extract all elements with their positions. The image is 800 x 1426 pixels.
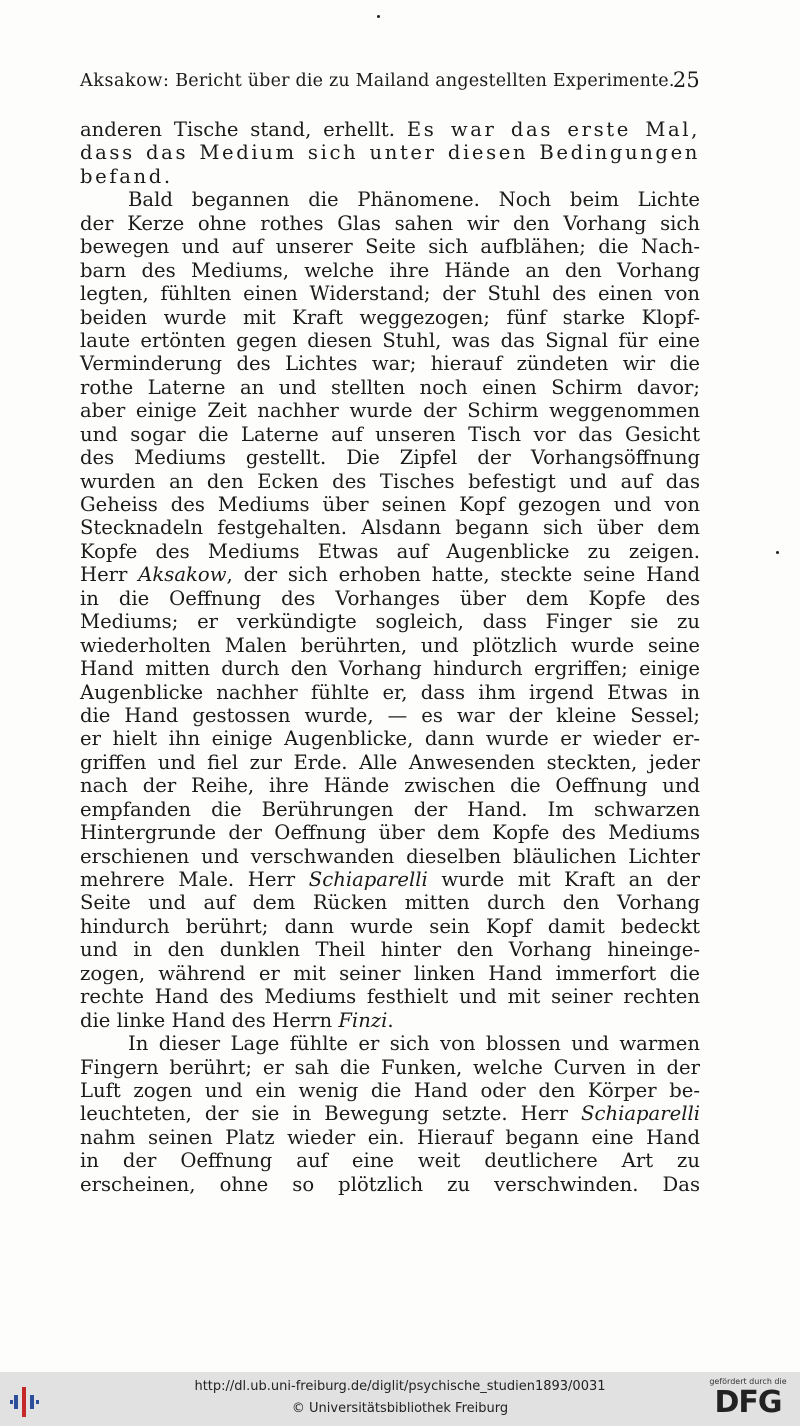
- text-line: zogen, während er mit seiner linken Hand immerfort die: [80, 961, 700, 985]
- person-name: Schiaparelli: [308, 868, 428, 891]
- funder-badge: [706, 1377, 790, 1423]
- text-line: nach der Reihe, ihre Hände zwischen die Oeffnung und: [80, 774, 700, 798]
- text-line: der Kerze ohne rothes Glas sahen wir den Vorhang sich: [80, 211, 700, 235]
- text-line: anderen Tische stand, erhellt. Es war das erste Mal,: [80, 118, 700, 141]
- footer-bar: [0, 1372, 800, 1426]
- dfg-logo: DFG: [714, 1385, 782, 1420]
- person-name: Finzi: [338, 1008, 388, 1032]
- text-line: beiden wurde mit Kraft weggezogen; fünf starke Klopf-: [80, 305, 700, 329]
- text-line: leuchteten, der sie in Bewegung setzte. Herr Schiaparelli: [80, 1102, 700, 1126]
- text-line: hindurch berührt; dann wurde sein Kopf damit bedeckt: [80, 914, 700, 938]
- person-name: Schiaparelli: [581, 1102, 700, 1126]
- text-line: Augenblicke nachher fühlte er, dass ihm irgend Etwas in: [80, 680, 700, 704]
- text-line: erscheinen, ohne so plötzlich zu verschwinden. Das: [80, 1172, 700, 1196]
- running-head: [80, 68, 700, 97]
- text-line: die Hand gestossen wurde, — es war der kleine Sessel;: [80, 703, 700, 727]
- text-line: Verminderung des Lichtes war; hierauf zündeten wir die: [80, 352, 700, 376]
- text-line: Seite und auf dem Rücken mitten durch den Vorhang: [80, 891, 700, 915]
- text-line: Hand mitten durch den Vorhang hindurch ergriffen; einige: [80, 657, 700, 681]
- text-line: rothe Laterne an und stellten noch einen Schirm davor;: [80, 375, 700, 399]
- text-line: dass das Medium sich unter diesen Bedingungen: [80, 141, 700, 165]
- text-line: In dieser Lage fühlte er sich von blossen und warmen: [128, 1032, 700, 1056]
- copyright-notice: © Universitätsbibliothek Freiburg: [291, 1401, 509, 1416]
- text-line: Stecknadeln festgehalten. Alsdann begann sich über dem: [80, 516, 700, 540]
- running-head-author: Aksakow:: [80, 71, 170, 91]
- text-line: bewegen und auf unserer Seite sich aufblähen; die Nach-: [80, 235, 700, 259]
- text-line: griffen und fiel zur Erde. Alle Anwesenden steckten, jeder: [80, 750, 700, 774]
- text-line: mehrere Male. Herr Schiaparelli wurde mit Kraft an der: [80, 868, 701, 891]
- person-name: Aksakow: [138, 563, 227, 587]
- text-line: nahm seinen Platz wieder ein. Hierauf begann eine Hand: [80, 1125, 700, 1149]
- text-line: rechte Hand des Mediums festhielt und mit seiner rechten: [80, 985, 700, 1009]
- text-line: Luft zogen und ein wenig die Hand oder den Körper be-: [80, 1078, 700, 1102]
- scan-speck: [377, 15, 380, 18]
- text-line: laute ertönten gegen diesen Stuhl, was das Signal für eine: [80, 328, 700, 352]
- scan-speck: [776, 551, 779, 554]
- text-line: wurden an den Ecken des Tisches befestigt und auf das: [80, 469, 700, 493]
- text-line: barn des Mediums, welche ihre Hände an den Vorhang: [80, 258, 700, 282]
- text-line: Hintergrunde der Oeffnung über dem Kopfe des Mediums: [80, 821, 700, 845]
- body-text: [80, 118, 700, 1196]
- text-line: er hielt ihn einige Augenblicke, dann wurde er wieder er-: [80, 727, 700, 751]
- text-line: Bald begannen die Phänomene. Noch beim Lichte: [128, 188, 700, 212]
- text-line: und in den dunklen Theil hinter den Vorhang hineinge-: [80, 938, 700, 962]
- text-line: empfanden die Berührungen der Hand. Im schwarzen: [80, 797, 700, 821]
- text-line: legten, fühlten einen Widerstand; der Stuhl des einen von: [80, 282, 700, 306]
- text-line: wiederholten Malen berührten, und plötzlich wurde seine: [80, 633, 700, 657]
- text-line: Herr Aksakow, der sich erhoben hatte, steckte seine Hand: [80, 563, 701, 587]
- permalink[interactable]: http://dl.ub.uni-freiburg.de/diglit/psychische_studien1893/0031: [194, 1379, 606, 1394]
- text-line: des Mediums gestellt. Die Zipfel der Vorhangsöffnung: [80, 446, 700, 470]
- text-line: Geheiss des Mediums über seinen Kopf gezogen und von: [80, 493, 700, 516]
- spaced-emphasis: Es war das erste Mal,: [406, 118, 700, 141]
- funder-tagline: gefördert durch die: [709, 1377, 787, 1386]
- text-line: befand.: [80, 164, 173, 188]
- page-number: 25: [672, 68, 700, 92]
- text-line: und sogar die Laterne auf unseren Tisch vor das Gesicht: [80, 422, 700, 446]
- text-line: die linke Hand des Herrn Finzi.: [80, 1008, 394, 1032]
- text-line: erschienen und verschwanden dieselben bläulichen Lichter: [80, 844, 700, 868]
- text-line: in der Oeffnung auf eine weit deutlichere Art zu: [80, 1149, 700, 1173]
- text-line: Fingern berührt; er sah die Funken, welche Curven in der: [80, 1055, 700, 1079]
- text-line: Mediums; er verkündigte sogleich, dass Finger sie zu: [80, 610, 700, 634]
- text-line: aber einige Zeit nachher wurde der Schirm weggenommen: [80, 399, 700, 423]
- running-head-title: Bericht über die zu Mailand angestellten Experimente.: [175, 71, 675, 91]
- text-line: in die Oeffnung des Vorhanges über dem Kopfe des: [80, 586, 700, 610]
- text-line: Kopfe des Mediums Etwas auf Augenblicke zu zeigen.: [80, 539, 700, 563]
